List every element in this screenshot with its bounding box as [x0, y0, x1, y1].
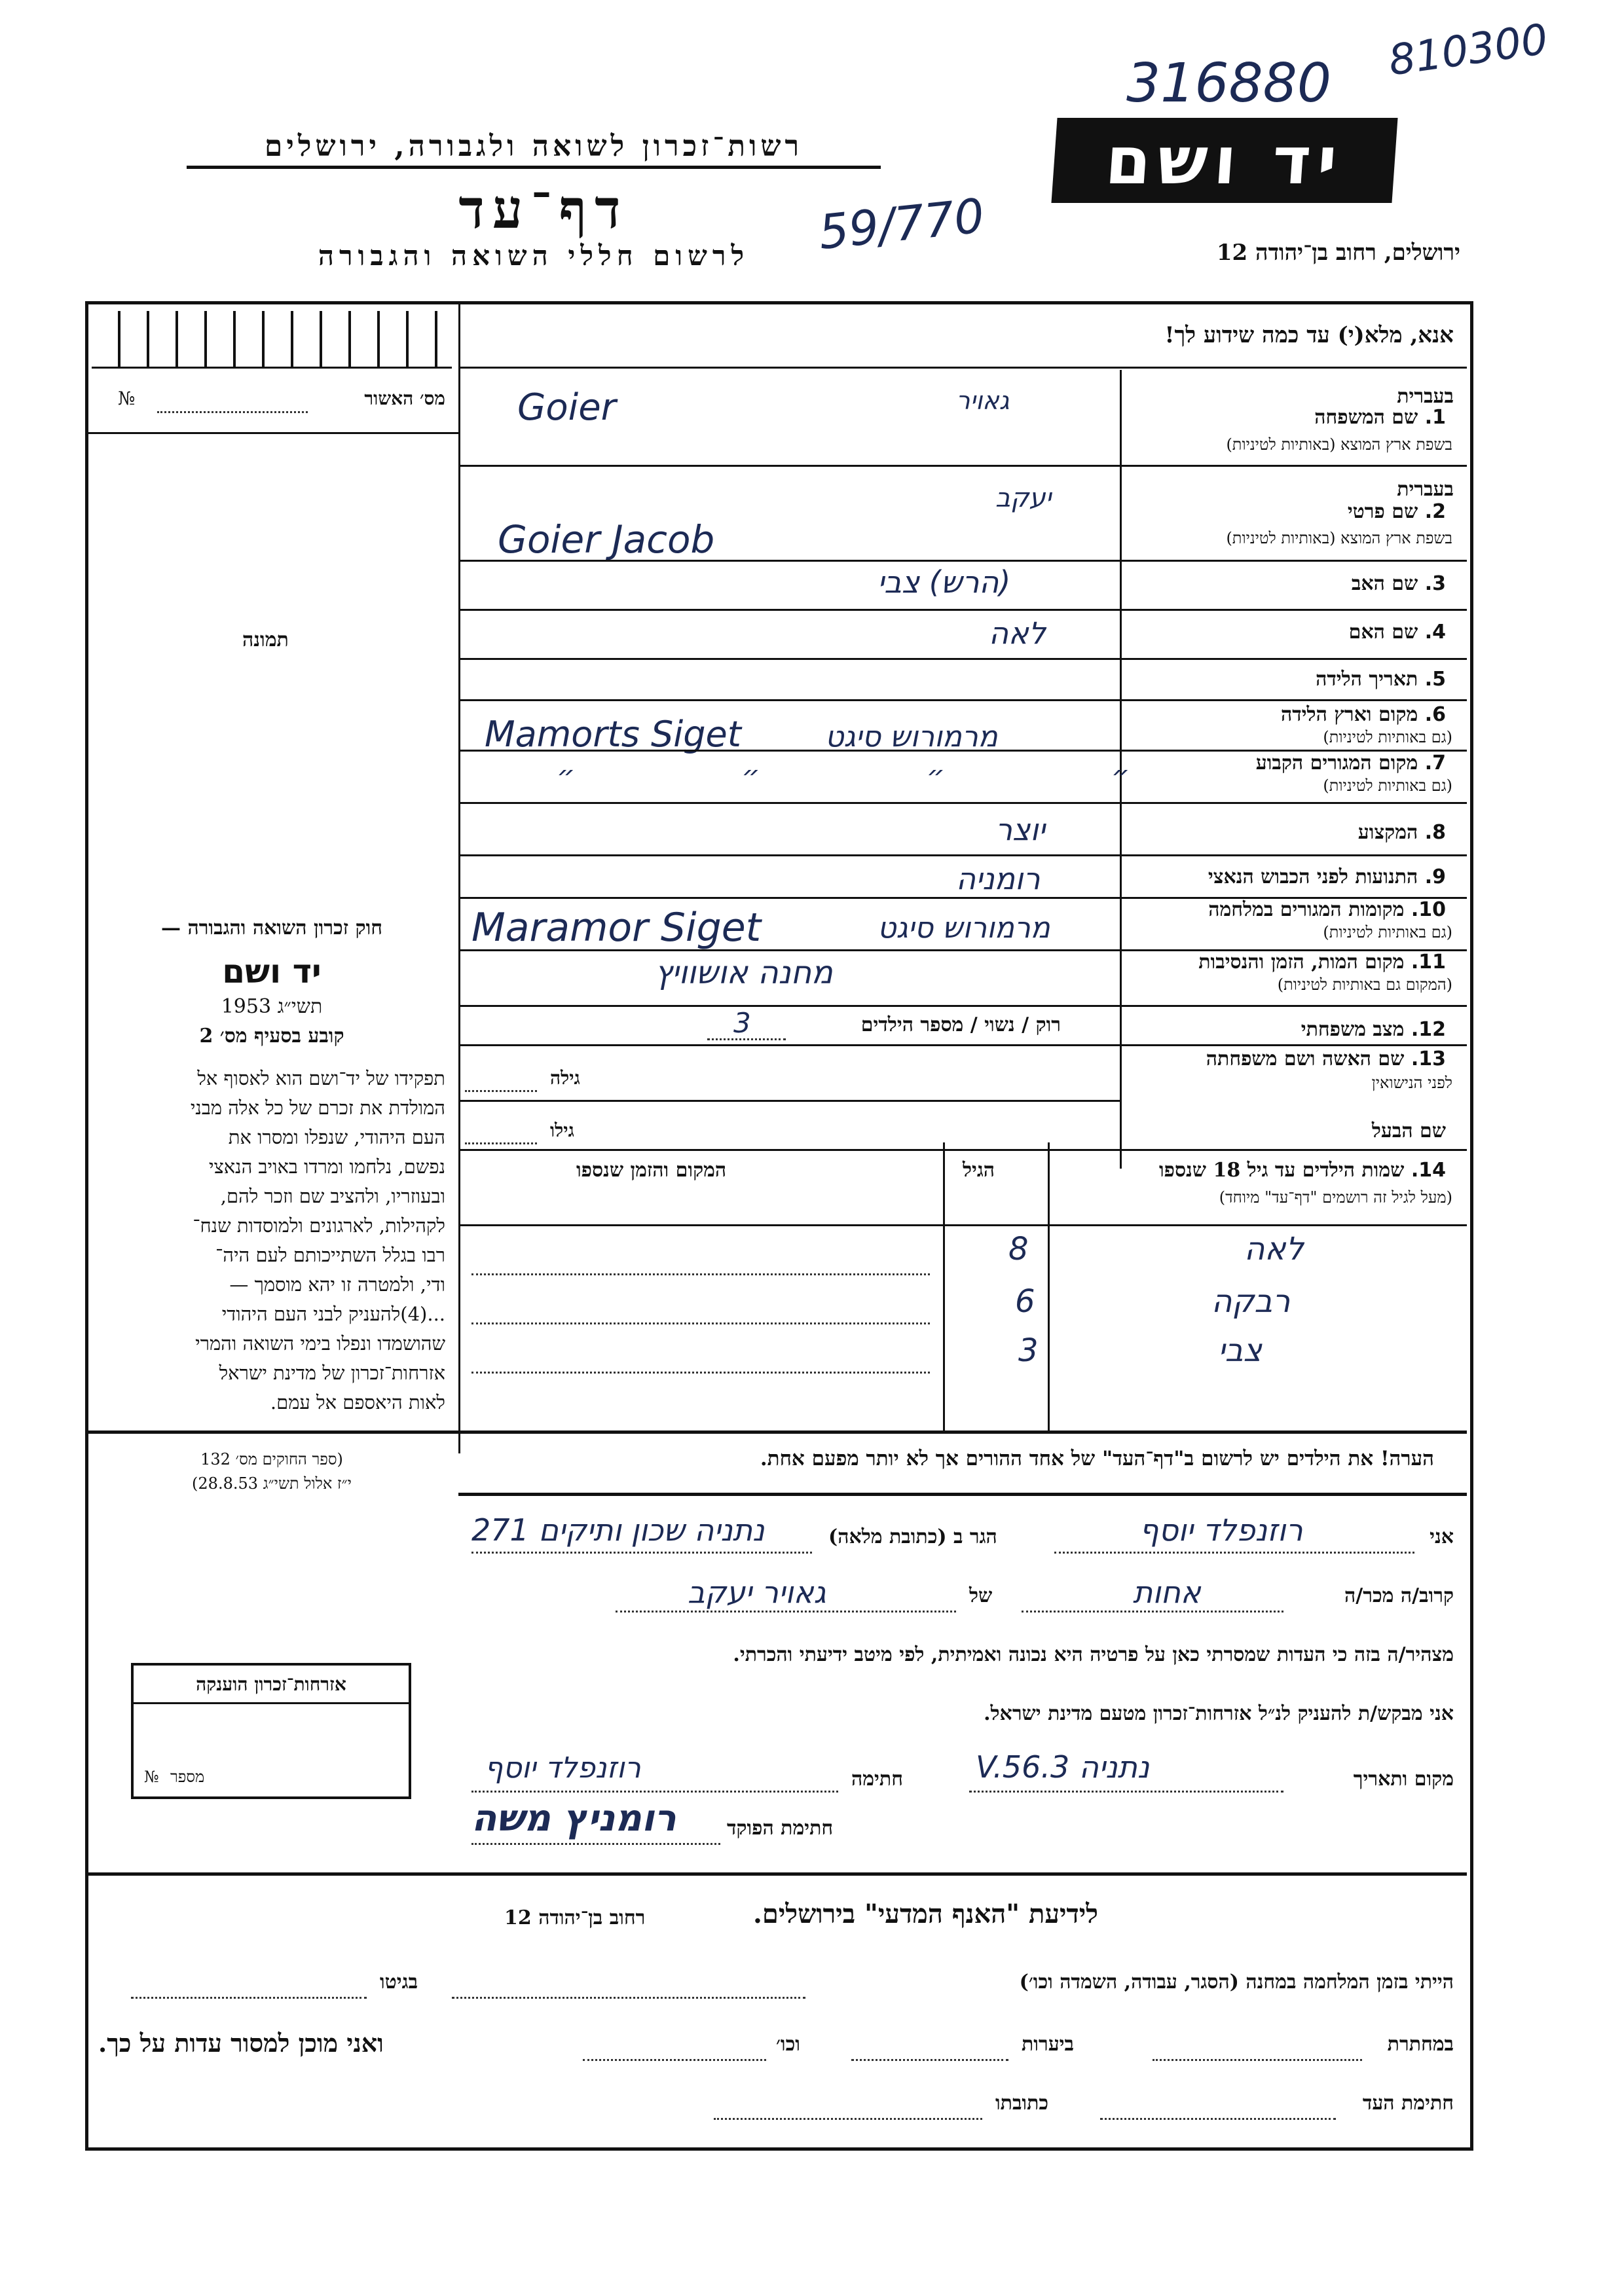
- citizenship-request: אני מבקש/ת להעניק לנ״ל אזרחות־זכרון מטעם מדינת ישראל.: [984, 1702, 1454, 1725]
- field-1-label: [1314, 406, 1446, 429]
- field-4-number: 4.: [1424, 621, 1446, 644]
- law-line: לאות היאספם אל עמם.: [270, 1391, 445, 1413]
- field-2-number: 2.: [1424, 500, 1446, 523]
- field-14-number: 14.: [1411, 1159, 1446, 1182]
- field-11-value: מחנה אושוויץ: [655, 955, 833, 991]
- cert-number-label: מס׳ האשור: [364, 388, 445, 409]
- declarant-address: נתניה שכון ותיקים 271: [471, 1512, 765, 1548]
- field-2-value-heb: יעקב: [995, 483, 1052, 513]
- field-2-heb-label: בעברית: [1397, 478, 1454, 501]
- field-10-sub: (גם באותיות לטיניות): [1323, 923, 1452, 941]
- field-3-number: 3.: [1424, 572, 1446, 595]
- field-5-label-text: תאריך הלידה: [1316, 668, 1418, 691]
- field-2-label: [1348, 500, 1446, 523]
- field-1-value-heb: גאויר: [956, 386, 1010, 415]
- field-7-value: ״ ״ ״ ״: [557, 759, 1209, 793]
- marital-status-options: רוק / נשוי / מספר הילדים: [860, 1013, 1061, 1036]
- cert-number-boxes: [92, 311, 452, 369]
- signature-label: חתימה: [851, 1768, 903, 1791]
- child-3-age: 3: [1018, 1332, 1039, 1369]
- field-3-value: (הרש) צבי: [877, 564, 1011, 600]
- footer-underground-label: במחתרת: [1387, 2033, 1454, 2056]
- field-9-number: 9.: [1424, 866, 1446, 888]
- form-instruction: אנא, מלא(י) עד כמה שידוע לך!: [1164, 322, 1454, 348]
- field-13-label: [1206, 1048, 1446, 1070]
- field-1-number: 1.: [1424, 406, 1446, 429]
- officer-label: חתימת הפוקד: [727, 1817, 834, 1840]
- law-line: לקהילות, לארגונים ולמוסדות שנח־: [193, 1214, 445, 1237]
- child-3-name: צבי: [1218, 1332, 1262, 1369]
- field-10-label-text: מקומות המגורים במלחמה: [1208, 898, 1405, 921]
- law-line: ...(4)להעניק לבני העם היהודי: [221, 1303, 445, 1325]
- field-5-number: 5.: [1424, 668, 1446, 691]
- org-name: רשות־זכרון לשואה ולגבורה, ירושלים: [187, 130, 881, 169]
- field-8-number: 8.: [1424, 821, 1446, 844]
- archive-number-stamp-2: 810300: [1386, 15, 1551, 86]
- place-date-label: מקום ותאריך: [1353, 1768, 1454, 1791]
- field-2-value: Goier Jacob: [498, 517, 715, 562]
- field-10-value: Maramor Siget: [471, 905, 762, 951]
- law-line: המולדת את זכרם של כל אלה מבני: [190, 1097, 445, 1119]
- field-1-label-text: שם המשפחה: [1314, 406, 1418, 429]
- field-1-value: Goier: [517, 386, 616, 429]
- field-7-label: [1256, 752, 1446, 774]
- field-3-label: [1352, 572, 1446, 595]
- address-label: הגר ב (כתובת מלאה): [828, 1525, 997, 1548]
- footer-etc-label: וכו׳: [776, 2033, 800, 2056]
- child-2-age: 6: [1015, 1283, 1035, 1320]
- field-12-label-text: מצב משפחתי: [1301, 1018, 1405, 1041]
- child-1-age: 8: [1008, 1231, 1029, 1267]
- yad-vashem-logo: [1051, 118, 1397, 203]
- law-name: יד ושם: [222, 953, 322, 991]
- law-line: ובעוזריו, ולהציב שם וזכר להם,: [220, 1185, 445, 1207]
- footer-heading: לידיעת "האנף המדעי" בירושלים.: [753, 1899, 1098, 1929]
- law-ref-2: י״ז אלול תשי״ג 28.8.53): [192, 1474, 352, 1493]
- field-4-label: [1349, 621, 1446, 644]
- field-11-label-text: מקום המות, הזמן והנסיבות: [1198, 951, 1405, 974]
- declarant-name: רוזנפלד יוסף: [1139, 1512, 1303, 1548]
- children-place-header: המקום והזמן שנספו: [576, 1159, 727, 1182]
- field-1-heb-label: בעברית: [1397, 385, 1454, 408]
- law-line: העם היהודי, שנפלו ומסרו את: [228, 1126, 445, 1148]
- field-2-label-text: שם פרטי: [1347, 500, 1418, 523]
- citizenship-number-label: מספר: [170, 1768, 205, 1786]
- of-label: של: [969, 1584, 993, 1607]
- field-9-label: [1208, 866, 1446, 888]
- footer-camp-label: הייתי בזמן המלחמה במחנה (הסגר, עבודה, השמדה וכו׳): [1019, 1971, 1454, 1994]
- field-11-label: [1198, 951, 1446, 974]
- field-1-sub: בשפת ארץ המוצא (באותיות לטיניות): [1226, 435, 1452, 454]
- law-year: תשי״ג 1953: [221, 995, 323, 1018]
- of-value: גאויר יעקב: [688, 1575, 826, 1610]
- law-line: אזרחות־זכרון של מדינת ישראל: [219, 1362, 445, 1384]
- field-8-value: יוצר: [995, 812, 1046, 847]
- field-5-label: [1316, 668, 1446, 691]
- footer-testimony-label: ואני מוכן למסור עדות על כך.: [98, 2028, 384, 2058]
- children-count-value: 3: [733, 1007, 751, 1039]
- child-2-name: רבקה: [1211, 1283, 1291, 1320]
- law-line: נפשם, נלחמו ומרדו באויב הנאצי: [208, 1156, 445, 1178]
- declaration-statement: מצהיר/ה בזה כי העדות שמסרתי כאן על פרטיה היא נכונה ואמיתית, לפי מיטב ידיעתי והכרתי.: [733, 1643, 1454, 1666]
- field-12-label: [1301, 1018, 1446, 1041]
- children-note: הערה! את הילדים יש לרשום ב"דף־העד" של אחד ההורים אך לא יותר מפעם אחת.: [760, 1447, 1434, 1470]
- citizenship-box-title: אזרחות־זכרון הוענקה: [134, 1673, 409, 1704]
- form-number-stamp: 59/770: [816, 187, 987, 261]
- field-4-label-text: שם האם: [1348, 621, 1418, 644]
- law-title: חוק זכרון השואה והגבורה —: [161, 917, 382, 939]
- field-12-number: 12.: [1411, 1018, 1446, 1041]
- field-9-label-text: התנועות לפני הכבוש הנאצי: [1208, 866, 1418, 888]
- signature-value: רוזנפלד יוסף: [485, 1751, 641, 1785]
- field-10-value-heb: מרמורוש סיגט: [877, 911, 1050, 945]
- field-6-value-heb: מרמורוש סיגט: [825, 720, 998, 754]
- footer-forests-label: ביערות: [1022, 2033, 1075, 2056]
- org-address: ירושלים, רחוב בן־יהודה 12: [1216, 240, 1460, 266]
- law-line: ודי, ולמטרה זו יהא מוסמך —: [229, 1273, 445, 1296]
- field-10-label: [1208, 898, 1446, 921]
- field-6-label-text: מקום וארץ הלידה: [1280, 703, 1418, 726]
- field-14-label: [1159, 1159, 1446, 1182]
- footer-witness-address-label: כתובתו: [995, 2092, 1049, 2115]
- officer-signature: רומניץ משה: [471, 1797, 676, 1840]
- archive-number-stamp: 316880: [1126, 52, 1332, 115]
- law-line: שהושמדו ונפלו בימי השואה והמרי: [195, 1332, 445, 1355]
- field-4-value: לאה: [989, 615, 1046, 651]
- law-body: [98, 1064, 445, 1417]
- field-10-number: 10.: [1411, 898, 1446, 921]
- husband-age-label: גילו: [550, 1120, 574, 1141]
- field-6-number: 6.: [1424, 703, 1446, 726]
- field-8-label: [1358, 821, 1446, 844]
- law-line: תפקידו של יד־ושם הוא לאסוף אל: [197, 1067, 445, 1089]
- law-clause: קובע בסעיף מס׳ 2: [199, 1025, 344, 1048]
- law-line: רבו בגלל השתייכותם לעם היה־: [215, 1244, 445, 1266]
- field-7-number: 7.: [1424, 752, 1446, 774]
- footer-ghetto-label: בגיטו: [380, 1971, 418, 1994]
- cert-number-mark: №: [118, 388, 136, 409]
- field-13-sub: לפני הנישואין: [1371, 1074, 1452, 1092]
- logo-text: יד ושם: [1103, 122, 1346, 199]
- child-1-name: לאה: [1244, 1231, 1304, 1267]
- form-subtitle: לרשום חללי השואה והגבורה: [318, 240, 750, 272]
- field-3-label-text: שם האב: [1351, 572, 1418, 595]
- field-11-sub: (המקום גם באותיות לטיניות): [1277, 975, 1452, 994]
- field-8-label-text: המקצוע: [1357, 821, 1418, 844]
- field-6-value: Mamorts Siget: [485, 714, 741, 755]
- field-9-value: רומניה: [956, 861, 1041, 896]
- children-age-header: הגיל: [963, 1159, 995, 1182]
- field-14-sub: (מעל לגיל זה רושמים "דף־עד" מיוחד): [1219, 1188, 1452, 1207]
- field-14-label-text: שמות הילדים עד גיל 18 שנספו: [1158, 1159, 1405, 1182]
- relative-label: קרוב/ה מכר/ה: [1344, 1584, 1454, 1607]
- field-13-label-text: שם האשה ושם משפחתה: [1206, 1048, 1405, 1070]
- declarant-label: אני: [1430, 1525, 1454, 1548]
- field-2-sub: בשפת ארץ המוצא (באותיות לטיניות): [1226, 529, 1452, 547]
- field-7-label-text: מקום המגורים הקבוע: [1255, 752, 1418, 774]
- field-11-number: 11.: [1411, 951, 1446, 974]
- photo-placeholder-label: תמונה: [242, 629, 289, 651]
- wife-age-label: גילה: [550, 1067, 580, 1089]
- citizenship-number-mark: №: [144, 1768, 159, 1786]
- field-7-sub: (גם באותיות לטיניות): [1323, 776, 1452, 795]
- footer-witness-signature-label: חתימת העד: [1362, 2092, 1454, 2115]
- field-husband-label: שם הבעל: [1371, 1120, 1446, 1142]
- footer-heading-address: רחוב בן־יהודה 12: [504, 1906, 646, 1929]
- relation-value: אחות: [1133, 1575, 1201, 1610]
- field-6-sub: (גם באותיות לטיניות): [1323, 728, 1452, 746]
- place-date-value: נתניה 3.V.56: [976, 1749, 1150, 1785]
- form-title: דף־עד: [458, 178, 629, 241]
- field-6-label: [1281, 703, 1446, 726]
- field-13-number: 13.: [1411, 1048, 1446, 1070]
- law-ref-1: (ספר החוקים מס׳ 132: [200, 1450, 343, 1468]
